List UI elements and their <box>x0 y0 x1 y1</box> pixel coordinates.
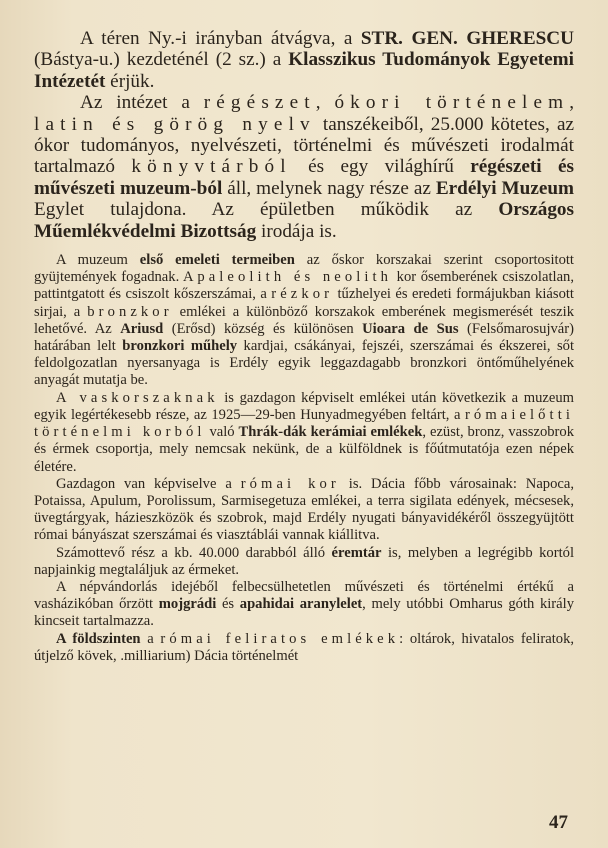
text-run: , ezüst, bronz, vasszobrok és érmek csoportja, mely nemcsak nekünk, de a külföldnek is főútmutatója ezen népek életére. <box>34 424 575 475</box>
text-run: A téren Ny.-i irányban átvágva, a <box>80 28 361 49</box>
bold-term: első emeleti termeiben <box>139 252 295 269</box>
spaced-term: régészet <box>203 92 316 114</box>
text-run: , <box>569 92 574 114</box>
intro-paragraph-2 <box>34 92 574 242</box>
text-run: érjük. <box>105 70 155 92</box>
bold-term: apahidai aranylelet <box>239 596 363 613</box>
text-run: kardjai, csákányai, fejszéi, szerszámai és ékszerei, sőt feldolgozatlan nyersanyaga is Erdély egyik leggazdagabb bronzkori öntőműhelyének anyagát mutatja be. <box>34 338 574 389</box>
bold-term: Ariusd <box>120 320 164 337</box>
spaced-term: bronzkor <box>87 303 173 320</box>
text-run: való <box>205 424 239 441</box>
bold-term: régészeti és művészeti muzeum-ból <box>34 156 574 199</box>
body-paragraph-3 <box>34 476 574 545</box>
text-run: is, melyben a legrégibb kortól napjainkig megtaláljuk az érmeket. <box>34 544 574 578</box>
bold-term: éremtár <box>331 544 382 561</box>
text-run: kor ősemberének csiszolatlan, pattintgatott és csiszolt kőszerszámai, a <box>34 269 574 303</box>
bold-term: bronzkori műhely <box>122 338 238 355</box>
intro-paragraph-1 <box>34 28 574 92</box>
bold-term: mojgrádi <box>158 596 217 613</box>
bold-term: Thrák-dák kerámiai emlékek <box>238 424 423 441</box>
text-run: A népvándorlás idejéből felbecsülhetetlen művészeti és történelmi értékű a vasházikóban őrzött <box>34 578 574 613</box>
page-number: 47 <box>549 812 568 833</box>
body-paragraph-1 <box>34 252 574 390</box>
text-run: Számottevő rész a kb. 40.000 darabból álló <box>56 544 332 561</box>
text-run: , mely utóbbi Omharus góth király kincseit tartalmazza. <box>34 596 574 630</box>
text-run: is. Dácia főbb városainak: Napoca, Potaissa, Apulum, Porolissum, Sarmisegetuza emlékei, a terra sigilata edények, mécsesek, üvegtárgyak, házieszközök és szobrok, majd Erdély nyugati bányavidékéről összegyüjtött római bányászat szerszámai és viasztáblái vannak kiállitva. <box>34 475 574 544</box>
text-run: is gazdagon képviselt emlékei után következik a muzeum egyik legértékesebb része, az 1925—29-ben Hunyadmegyében feltárt, a <box>34 389 574 423</box>
spaced-term: ókori történelem <box>334 92 570 114</box>
body-paragraph-5 <box>34 579 574 631</box>
text-run: Gazdagon van képviselve a <box>56 475 241 492</box>
text-run: (Bástya-u.) kezdeténél (2 sz.) a <box>34 49 289 71</box>
spaced-term: latin és görög nyelv <box>34 113 316 135</box>
text-run: A muzeum <box>56 252 140 269</box>
text-run: (Felsőmarosujvár) határában lelt <box>34 320 575 355</box>
text-run: tűzhelyei és eredeti formájukban kiásott sirjai, a <box>34 286 574 320</box>
bold-term: Erdélyi Muzeum <box>435 177 575 199</box>
museum-section <box>34 252 574 665</box>
text-run: irodája is. <box>256 220 337 242</box>
body-paragraph-2 <box>34 390 574 476</box>
text-run: áll, melynek nagy része az <box>222 177 436 199</box>
body-paragraph-6 <box>34 631 574 665</box>
text-run: : oltárok, hivatalos feliratok, útjelző kövek, .milliarium) Dácia történelmét <box>34 630 575 664</box>
institute-name: Klasszikus Tudományok Egyetemi Intézetét <box>34 49 574 92</box>
spaced-term: római kor <box>240 475 340 492</box>
text-run: Egylet tulajdona. Az épületben működik az <box>34 199 499 221</box>
text-run: és egy világhírű <box>291 156 471 178</box>
text-run: emlékei a különböző korszakok emberének megismerését teszik lehetővé. Az <box>34 303 574 337</box>
bold-term: Országos Műemlékvédelmi Bizottság <box>34 199 574 242</box>
text-run: Az intézet a <box>80 92 204 114</box>
spaced-term: könyvtárból <box>131 156 292 178</box>
text-run: tanszékeiből, 25.000 kötetes, az ókor tudományos, nyelvészeti, történelmi és művészeti irodalmát tartalmazó <box>34 113 574 178</box>
text-run: és <box>216 596 240 613</box>
spaced-term: római feliratos emlékek <box>160 630 400 647</box>
body-paragraph-4 <box>34 545 574 579</box>
spaced-term: A vaskorszaknak <box>56 389 219 406</box>
text-run: a <box>140 630 161 647</box>
spaced-term: paleolith és neolith <box>197 269 393 286</box>
spaced-term: rézkor <box>271 286 334 303</box>
text-run: (Erősd) község és különösen <box>163 320 363 337</box>
street-name: STR. GEN. GHERESCU <box>360 28 575 49</box>
text-run: , <box>315 92 335 114</box>
intro-section <box>34 28 574 242</box>
bold-term: Uioara de Sus <box>362 320 459 337</box>
bold-term: A földszinten <box>56 630 141 647</box>
spaced-term: rómaielőtti történelmi korból <box>34 406 574 441</box>
text-run: az őskor korszakai szerint csoportositott gyüjtemények fogadnak. A <box>34 252 574 286</box>
